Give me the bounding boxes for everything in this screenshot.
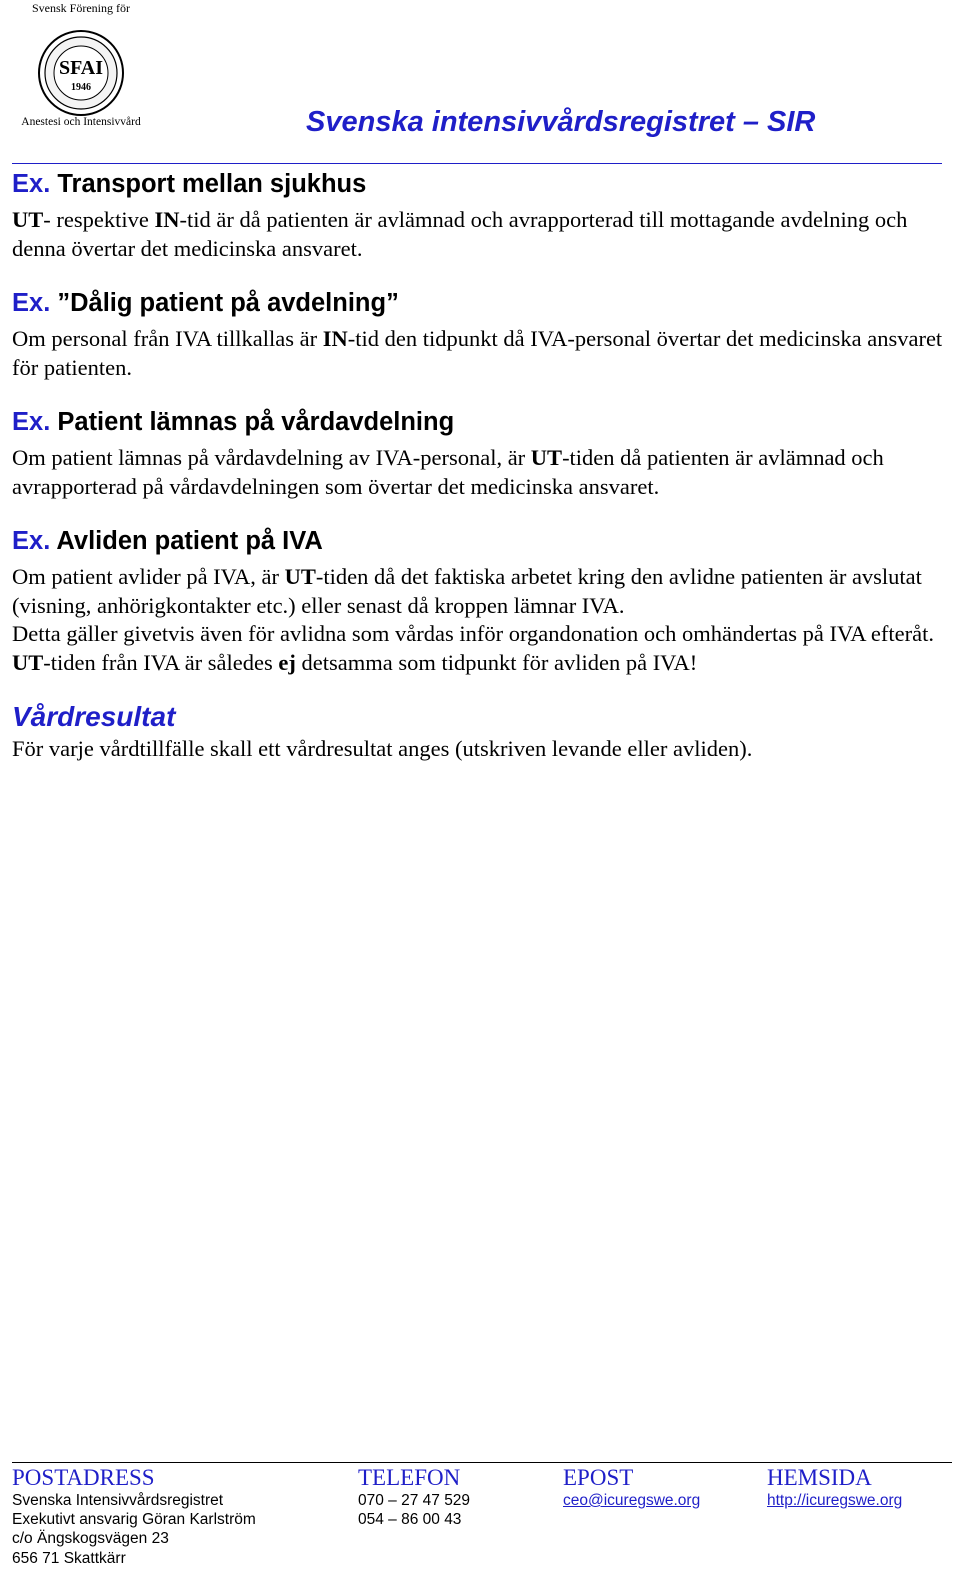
footer-email-link[interactable]: ceo@icuregswe.org <box>563 1492 701 1509</box>
bold-term: UT <box>12 649 44 675</box>
example-heading <box>12 523 952 559</box>
footer-postal-column <box>12 1464 256 1568</box>
footer-phone-line: 054 – 86 00 43 <box>358 1511 462 1529</box>
example-title: Avliden patient på IVA <box>56 527 323 555</box>
result-paragraph: För varje vårdtillfälle skall ett vårdresultat anges (utskriven levande eller avliden). <box>12 736 753 761</box>
footer-postal-heading: POSTADRESS <box>12 1465 155 1490</box>
body-paragraph <box>12 563 952 620</box>
text-run: Om personal från IVA tillkallas är <box>12 326 323 351</box>
body-paragraph <box>12 444 952 501</box>
example-prefix: Ex. <box>12 289 51 317</box>
example-heading <box>12 404 952 440</box>
body-paragraph <box>12 325 952 382</box>
footer-postal-line: Exekutivt ansvarig Göran Karlström <box>12 1511 256 1529</box>
logo-bottom-text: Anestesi och Intensivvård <box>21 116 141 128</box>
bold-term: UT <box>530 445 563 470</box>
logo-seal-year: 1946 <box>71 82 91 93</box>
logo-top-text: Svensk Förening för <box>32 1 130 15</box>
example-title: Patient lämnas på vårdavdelning <box>57 408 455 436</box>
text-run: Om patient avlider på IVA, är <box>12 564 285 589</box>
footer-divider <box>12 1462 952 1463</box>
footer-phone-column <box>358 1464 470 1529</box>
text-run: -tiden då patienten är avlämnad och avrapporterad på vårdavdelningen som övertar det medicinska ansvaret. <box>12 445 884 499</box>
footer-web-link[interactable]: http://icuregswe.org <box>767 1492 903 1509</box>
footer-postal-line: c/o Ängskogsvägen 23 <box>12 1530 169 1548</box>
footer-phone-heading: TELEFON <box>358 1465 461 1490</box>
bold-term: IN <box>322 326 348 351</box>
text-run: Om patient lämnas på vårdavdelning av IVA-personal, är <box>12 445 531 470</box>
header-title: Svenska intensivvårdsregistret – SIR <box>306 106 816 138</box>
result-heading: Vårdresultat <box>12 701 176 732</box>
sfai-seal-icon <box>36 30 126 116</box>
sfai-logo <box>14 2 148 132</box>
text-run: detsamma som tidpunkt för avliden på IVA! <box>295 649 698 675</box>
footer-phone-line: 070 – 27 47 529 <box>358 1492 471 1509</box>
example-title: Transport mellan sjukhus <box>57 170 367 198</box>
body-paragraph <box>12 206 952 263</box>
body-paragraph <box>12 649 952 678</box>
bold-term: UT <box>12 207 44 232</box>
text-run: -tid är då patienten är avlämnad och avrapporterad till mottagande avdelning och denna övertar det medicinska ansvaret. <box>12 207 908 261</box>
text-run: - respektive <box>43 207 155 232</box>
text-run: -tid den tidpunkt då IVA-personal övertar det medicinska ansvaret för patienten. <box>12 326 943 380</box>
document-body <box>12 166 952 764</box>
example-prefix: Ex. <box>12 408 51 436</box>
example-title: ”Dålig patient på avdelning” <box>57 289 399 317</box>
example-heading <box>12 285 952 321</box>
bold-term: IN <box>154 207 180 232</box>
logo-seal-text: SFAI <box>58 57 104 79</box>
footer <box>12 1464 952 1570</box>
example-prefix: Ex. <box>12 527 51 555</box>
body-paragraph <box>12 620 952 649</box>
text-run: -tiden från IVA är således <box>43 649 279 675</box>
example-section <box>12 404 952 501</box>
footer-postal-line: Svenska Intensivvårdsregistret <box>12 1492 224 1509</box>
bold-term: UT <box>284 564 316 589</box>
example-section <box>12 285 952 382</box>
footer-web-column <box>767 1464 902 1510</box>
example-prefix: Ex. <box>12 170 51 198</box>
footer-email-heading: EPOST <box>563 1465 634 1490</box>
footer-web-heading: HEMSIDA <box>767 1465 872 1490</box>
footer-email-column <box>563 1464 700 1510</box>
example-section <box>12 166 952 263</box>
text-run: -tiden då det faktiska arbetet kring den avlidne patienten är avslutat (visning, anhörigkontakter etc.) eller senast då kroppen lämnar IVA. <box>12 564 922 618</box>
text-run: Detta gäller givetvis även för avlidna som vårdas inför organdonation och omhändertas på IVA efteråt. <box>12 621 935 646</box>
example-section <box>12 523 952 677</box>
footer-postal-line: 656 71 Skattkärr <box>12 1549 126 1567</box>
header-divider <box>12 163 942 164</box>
bold-term: ej <box>278 649 296 675</box>
example-heading <box>12 166 952 202</box>
